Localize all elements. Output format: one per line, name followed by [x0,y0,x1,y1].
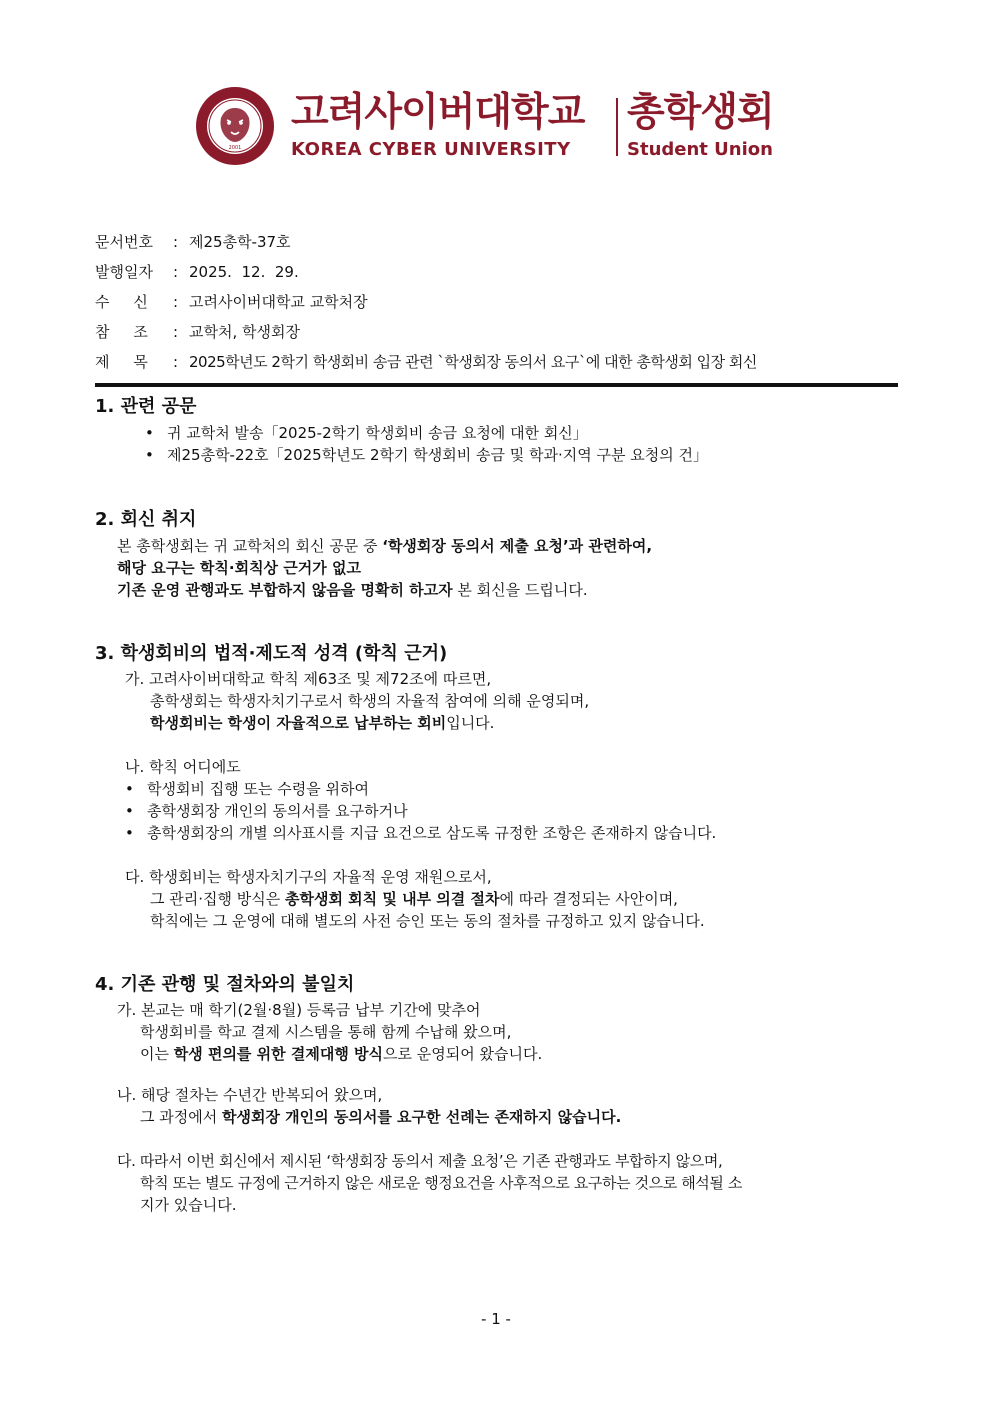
section-4-na-line: 그 과정에서 학생회장 개인의 동의서를 요구한 선례는 존재하지 않습니다. [140,1108,622,1126]
student-union-en: Student Union [627,139,773,160]
section-2-line: 기존 운영 관행과도 부합하지 않음을 명확히 하고자 본 회신을 드립니다. [117,581,588,599]
section-3-na-item: • 총학생회장의 개별 의사표시를 지급 요건으로 삼도록 규정한 조항은 존재하지 않습니다. [125,822,716,844]
section-3-da-line: 그 관리·집행 방식은 총학생회 회칙 및 내부 의결 절차에 따라 결정되는 사안이며, [150,890,678,908]
university-seal-icon [195,86,275,166]
meta-issue-date: 발행일자 : 2025. 12. 29. [95,263,299,281]
page-number: - 1 - [481,1310,511,1328]
section-3-da-line: 다. 학생회비는 학생자치기구의 자율적 운영 재원으로서, [125,868,492,886]
section-3-ga-line: 가. 고려사이버대학교 학칙 제63조 및 제72조에 따르면, [125,670,492,688]
section-4-da-line: 지가 있습니다. [140,1196,237,1214]
meta-reference: 참 조 : 교학처, 학생회장 [95,323,300,341]
section-4-da-line: 학칙 또는 별도 규정에 근거하지 않은 새로운 행정요건을 사후적으로 요구하는 것으로 해석될 소 [140,1174,742,1192]
section-1-item: • 제25총학-22호「2025학년도 2학기 학생회비 송금 및 학과·지역 구분 요청의 건」 [145,444,708,466]
section-3-ga-line: 학생회비는 학생이 자율적으로 납부하는 회비입니다. [150,714,495,732]
section-2-line: 해당 요구는 학칙·회칙상 근거가 없고 [117,559,361,577]
document-meta [95,230,895,380]
section-4-ga-line: 가. 본교는 매 학기(2월·8월) 등록금 납부 기간에 맞추어 [117,1001,481,1019]
section-4-da-line: 다. 따라서 이번 회신에서 제시된 ‘학생회장 동의서 제출 요청’은 기존 관행과도 부합하지 않으며, [117,1152,723,1170]
university-name-ko: 고려사이버대학교 [291,90,585,135]
section-1-title: 1. 관련 공문 [95,396,197,417]
svg-text:2001: 2001 [228,145,242,151]
section-3-na-item: • 총학생회장 개인의 동의서를 요구하거나 [125,800,408,822]
header-rule [95,383,898,387]
section-1-item: • 귀 교학처 발송「2025-2학기 학생회비 송금 요청에 대한 회신」 [145,422,588,444]
university-name-en: KOREA CYBER UNIVERSITY [291,139,571,160]
section-3-da-line: 학칙에는 그 운영에 대해 별도의 사전 승인 또는 동의 절차를 규정하고 있지 않습니다. [150,912,705,930]
section-2-title: 2. 회신 취지 [95,509,197,530]
section-4-ga-line: 학생회비를 학교 결제 시스템을 통해 함께 수납해 왔으며, [140,1023,512,1041]
meta-doc-number: 문서번호 : 제25총학-37호 [95,233,291,251]
section-3-na-line: 나. 학칙 어디에도 [125,758,241,776]
section-3-na-item: • 학생회비 집행 또는 수령을 위하여 [125,778,369,800]
section-4-title: 4. 기존 관행 및 절차와의 불일치 [95,974,355,995]
section-2-line: 본 총학생회는 귀 교학처의 회신 공문 중 ‘학생회장 동의서 제출 요청’과 관련하여, [117,537,653,555]
student-union-ko: 총학생회 [627,90,774,135]
meta-subject: 제 목 : 2025학년도 2학기 학생회비 송금 관련 `학생회장 동의서 요구`에 대한 총학생회 입장 회신 [95,353,757,371]
student-union-name [627,90,774,162]
letterhead [195,86,795,166]
university-name [291,90,584,162]
section-4-ga-line: 이는 학생 편의를 위한 결제대행 방식으로 운영되어 왔습니다. [140,1045,543,1063]
meta-recipient: 수 신 : 고려사이버대학교 교학처장 [95,293,368,311]
section-4-na-line: 나. 해당 절차는 수년간 반복되어 왔으며, [117,1086,383,1104]
section-3-title: 3. 학생회비의 법적·제도적 성격 (학칙 근거) [95,643,448,664]
header-divider [616,98,618,156]
section-3-ga-line: 총학생회는 학생자치기구로서 학생의 자율적 참여에 의해 운영되며, [150,692,590,710]
